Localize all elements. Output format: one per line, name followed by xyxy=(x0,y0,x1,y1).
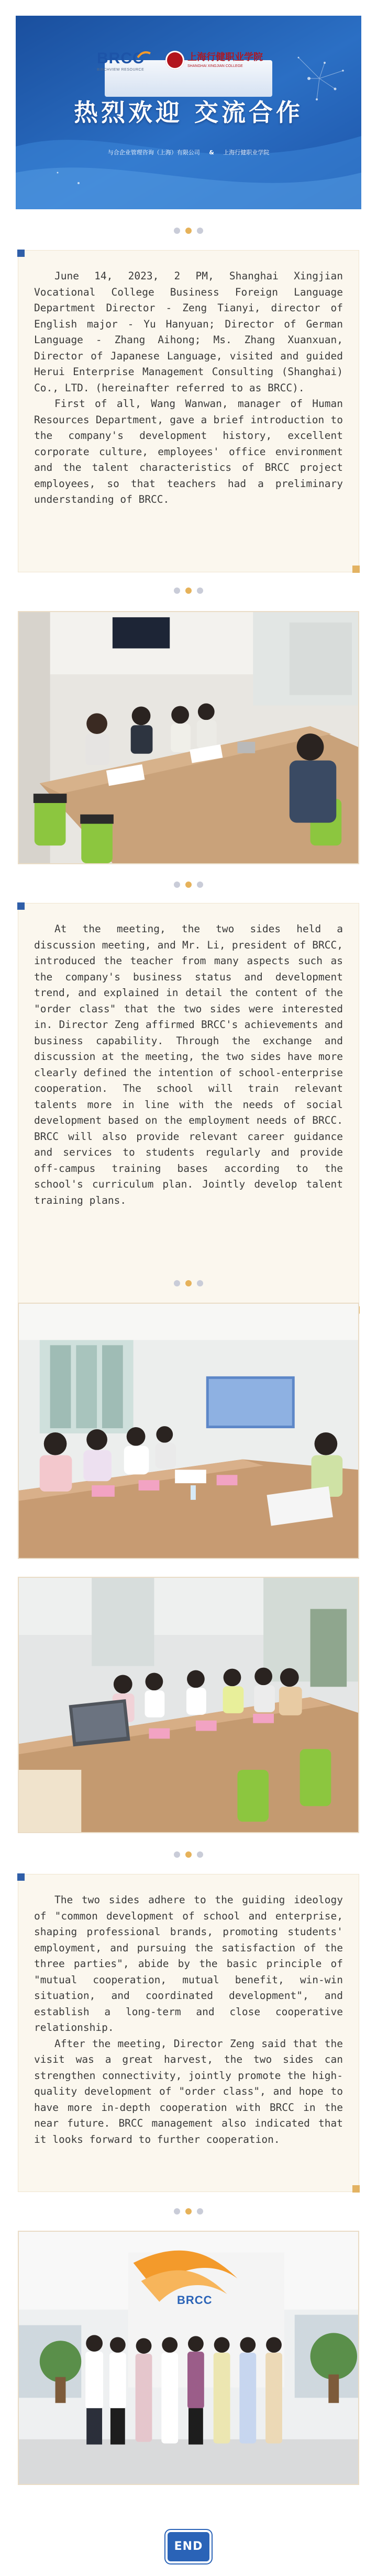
intro-text-box xyxy=(18,250,359,572)
brcc-logo-swoosh xyxy=(137,51,151,59)
paragraph-visit: June 14, 2023, 2 PM, Shanghai Xingjian Vocational College Business Foreign Language Department Director - Zeng Tianyi, director of English major - Yu Hanyuan; Director of German Language - Zhang Aihong; Ms. Zhang Xuanxuan, Director of Japanese Language, visited and guided Herui Enterprise Management Consulting (Shanghai) Co., LTD. (hereinafter referred to as BRCC). xyxy=(34,270,343,394)
corner-marker xyxy=(17,1873,25,1881)
divider-dots xyxy=(0,879,377,886)
wall-logo-text: BRCC xyxy=(177,2293,213,2307)
divider-dots xyxy=(0,1278,377,1285)
end-badge: END xyxy=(168,2532,209,2561)
group-photo xyxy=(18,2231,359,2485)
banner-subtitle-left: 与合企业管理咨询（上海）有限公司 xyxy=(107,149,200,156)
meeting-photo-3 xyxy=(18,1577,359,1833)
partner-logo xyxy=(187,51,263,76)
group-photo-scene xyxy=(19,2232,358,2484)
banner-subtitle-amp: & xyxy=(209,149,214,156)
partner-logo-cn: 上海行健职业学院 xyxy=(187,52,263,63)
cooperation-text-box xyxy=(18,1874,359,2192)
swoosh-icon xyxy=(137,51,151,59)
corner-marker xyxy=(352,566,360,573)
corner-marker xyxy=(17,250,25,257)
divider-dots xyxy=(0,225,377,232)
meeting-photo-1-scene xyxy=(19,612,358,863)
banner-subtitle xyxy=(16,148,361,157)
partner-logo-en: SHANGHAI XINGJIAN COLLEGE xyxy=(187,64,243,68)
divider-dots xyxy=(0,585,377,592)
meeting-photo-3-scene xyxy=(19,1578,358,1832)
corner-marker xyxy=(17,902,25,910)
banner-subtitle-right: 上海行健职业学院 xyxy=(223,149,270,156)
paragraph-introduction: First of all, Wang Wanwan, manager of Human Resources Department, gave a brief introduction to the company's development history, excellent corporate culture, employees' office environment and the talent characteristics of BRCC project employees, so that teachers had a preliminary understanding of BRCC. xyxy=(34,398,343,505)
partner-seal-icon xyxy=(165,51,184,70)
meeting-photo-1 xyxy=(18,611,359,864)
discussion-text-box xyxy=(18,903,359,1313)
paragraph-discussion: At the meeting, the two sides held a discussion meeting, and Mr. Li, president of BRCC, introduced the teacher from many aspects such as the company's business status and development trend, and explained in detail the content of the "order class" that the two sides were interested in. Director Zeng affirmed BRCC's achievements and business capability. Through the exchange and discussion at the meeting, the two sides have more clearly defined the intention of school-enterprise cooperation. The school will train relevant talents more in line with the needs of social development based on the employment needs of BRCC. BRCC will also provide relevant career guidance and services to students regularly and provide off-campus training bases according to the school's curriculum plan. Jointly develop talent training plans. xyxy=(34,923,343,1206)
banner-title: 热烈欢迎 交流合作 xyxy=(73,98,303,127)
corner-marker xyxy=(352,2185,360,2193)
meeting-photo-2 xyxy=(18,1303,359,1559)
meeting-photo-2-scene xyxy=(19,1304,358,1558)
divider-dots xyxy=(0,1849,377,1856)
brcc-logo-text: BRCC xyxy=(97,50,145,67)
paragraph-principles: The two sides adhere to the guiding ideology of "common development of school and enterprise, shaping professional brands, promoting students' employment, and pursuing the satisfaction of the three parties", abide by the basic principle of "mutual cooperation, mutual benefit, win-win situation, and coordinated development", and establish a long-term and close cooperative relationship. xyxy=(34,1894,343,2033)
paragraph-conclusion: After the meeting, Director Zeng said that the visit was a great harvest, the two sides can strengthen connectivity, jointly promote the high-quality development of "order class", and hope to have more in-depth cooperation with BRCC in the near future. BRCC management also indicated that it looks forward to further cooperation. xyxy=(34,2037,343,2145)
brcc-logo-subtext: BIRCHVIEW RESOURCE xyxy=(97,68,145,72)
divider-dots xyxy=(0,2206,377,2213)
